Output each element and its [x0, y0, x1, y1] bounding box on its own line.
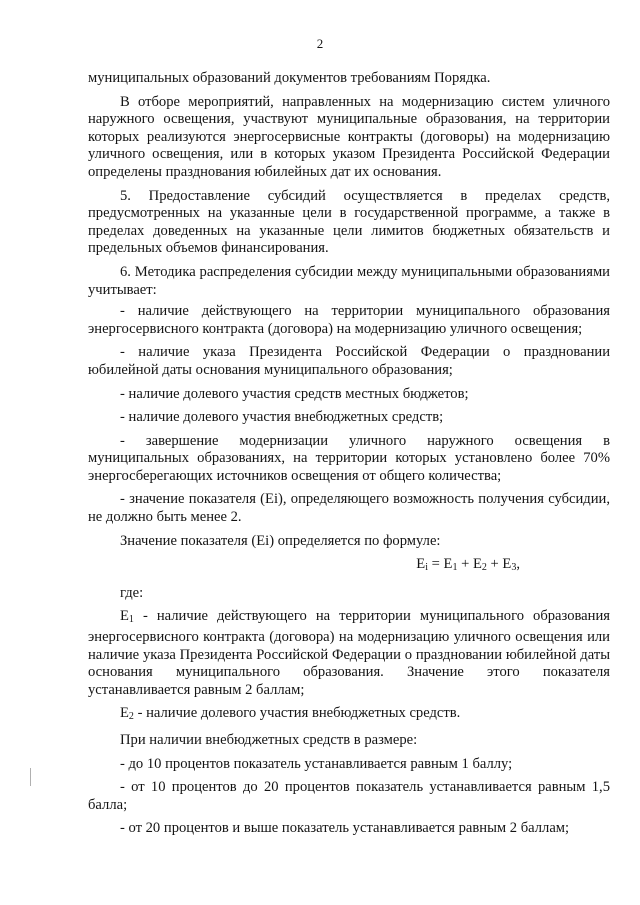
list-item-indicator-min: - значение показателя (Ei), определяющего возможность получения субсидии, не должно быть менее 2.	[88, 491, 610, 526]
paragraph-selection: В отборе мероприятий, направленных на модернизацию систем уличного наружного освещения, участвуют муниципальные образования, на территории которых реализуются энергосервисные контракты (договоры) на модернизацию уличного освещения, или в которых указом Президента Российской Федерации определены празднования юбилейных дат их основания.	[88, 93, 610, 180]
paragraph-continuation: муниципальных образований документов требованиям Порядка.	[88, 70, 491, 86]
list-item-up-to-10: - до 10 процентов показатель устанавливается равным 1 баллу;	[120, 755, 513, 772]
list-item-20-and-above: - от 20 процентов и выше показатель устанавливается равным 2 баллам;	[120, 820, 570, 837]
paragraph-item-6: 6. Методика распределения субсидии между муниципальными образованиями учитывает:	[88, 263, 610, 298]
list-item-modernization: - завершение модернизации уличного наружного освещения в муниципальных образованиях, на территории которых установлено более 70% энергосберегающих источников освещения от общего количества;	[88, 432, 610, 484]
extrabudgetary-intro: При наличии внебюджетных средств в размере:	[120, 732, 418, 748]
formula: Ei = E1 + E2 + E3,	[416, 556, 520, 574]
scan-mark	[30, 768, 31, 786]
list-item-energy-contract: - наличие действующего на территории муниципального образования энергосервисного контракта (договора) на модернизацию уличного освещения;	[88, 303, 610, 337]
paragraph-item-5: 5. Предоставление субсидий осуществляется в пределах средств, предусмотренных на указанные цели в государственной программе, а также в пределах доведенных на указанные цели лимитов бюджетных обязательств и предельных объемов финансирования.	[88, 187, 610, 257]
list-item-presidential-decree: - наличие указа Президента Российской Федерации о праздновании юбилейной даты основания муниципального образования;	[88, 344, 610, 378]
list-item-local-budgets: - наличие долевого участия средств местных бюджетов;	[120, 385, 469, 402]
list-item-extrabudgetary: - наличие долевого участия внебюджетных средств;	[120, 409, 444, 426]
definition-e1: E1 - наличие действующего на территории муниципального образования энергосервисного контракта (договора) на модернизацию уличного освещения или наличие указа Президента Российской Федерации о праздновании юбилейной даты основания муниципального образования. Значение этого показателя устанавливается равным 2 баллам;	[88, 608, 610, 698]
definition-e2: E2 - наличие долевого участия внебюджетных средств.	[120, 705, 461, 723]
document-body	[88, 70, 610, 844]
formula-where: где:	[120, 584, 144, 601]
page-number: 2	[316, 36, 324, 51]
list-item-10-to-20: - от 10 процентов до 20 процентов показатель устанавливается равным 1,5 балла;	[88, 779, 610, 813]
formula-intro: Значение показателя (Ei) определяется по формуле:	[120, 532, 441, 549]
